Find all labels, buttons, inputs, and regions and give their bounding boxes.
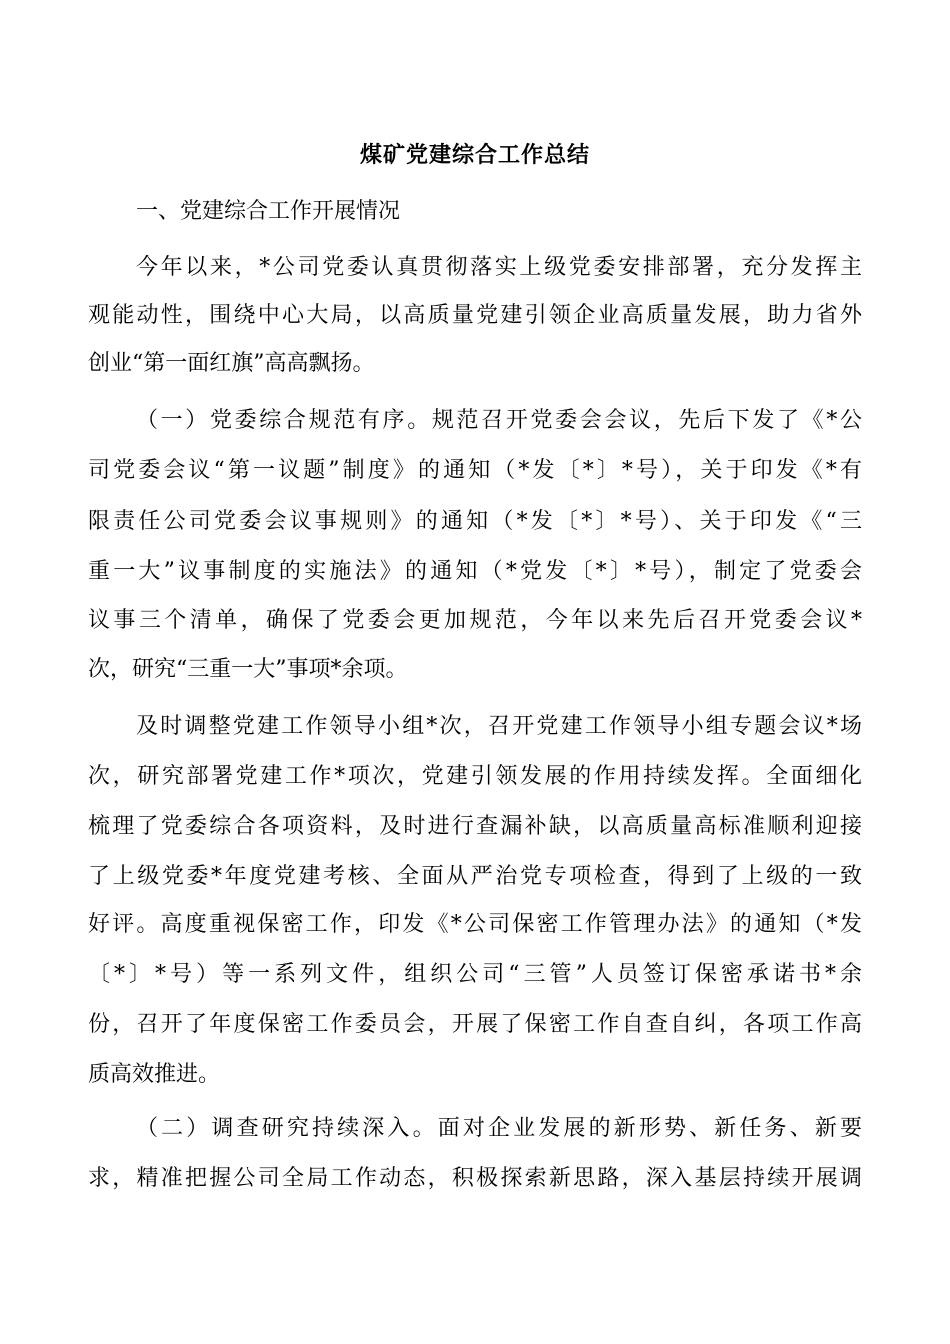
- text-line: 议事三个清单，确保了党委会更加规范，今年以来先后召开党委会议*: [88, 608, 862, 633]
- text-line: 重一大”议事制度的实施法》的通知（*党发〔*〕*号），制定了党委会: [88, 559, 862, 584]
- text-line: 〔*〕*号）等一系列文件，组织公司“三管”人员签订保密承诺书*余: [88, 962, 862, 987]
- text-line: 限责任公司党委会议事规则》的通知（*发〔*〕*号）、关于印发《“三: [88, 509, 862, 534]
- text-line: 好评。高度重视保密工作，印发《*公司保密工作管理办法》的通知（*发: [88, 912, 862, 937]
- document-title: 煤矿党建综合工作总结: [359, 142, 590, 168]
- text-line: （一）党委综合规范有序。规范召开党委会会议，先后下发了《*公: [136, 408, 862, 433]
- text-line: 求，精准把握公司全局工作动态，积极探索新思路，深入基层持续开展调: [88, 1166, 862, 1191]
- text-line: 及时调整党建工作领导小组*次，召开党建工作领导小组专题会议*场: [136, 714, 862, 739]
- text-line: 司党委会议“第一议题”制度》的通知（*发〔*〕*号），关于印发《*有: [88, 458, 862, 483]
- text-line: （二）调查研究持续深入。面对企业发展的新形势、新任务、新要: [136, 1116, 862, 1141]
- text-line: 次，研究部署党建工作*项次，党建引领发展的作用持续发挥。全面细化: [88, 764, 862, 789]
- text-line: 了上级党委*年度党建考核、全面从严治党专项检查，得到了上级的一致: [88, 864, 862, 889]
- text-line: 创业“第一面红旗”高高飘扬。: [88, 351, 375, 376]
- text-line: 次，研究“三重一大”事项*余项。: [88, 657, 408, 682]
- text-line: 今年以来，*公司党委认真贯彻落实上级党委安排部署，充分发挥主: [136, 255, 862, 280]
- text-line: 份，召开了年度保密工作委员会，开展了保密工作自查自纠，各项工作高: [88, 1012, 862, 1037]
- text-line: 梳理了党委综合各项资料，及时进行查漏补缺，以高质量高标准顺利迎接: [88, 814, 862, 839]
- text-line: 质高效推进。: [88, 1062, 221, 1087]
- text-line: 观能动性，围绕中心大局，以高质量党建引领企业高质量发展，助力省外: [88, 303, 862, 328]
- section-heading: 一、党建综合工作开展情况: [136, 199, 401, 224]
